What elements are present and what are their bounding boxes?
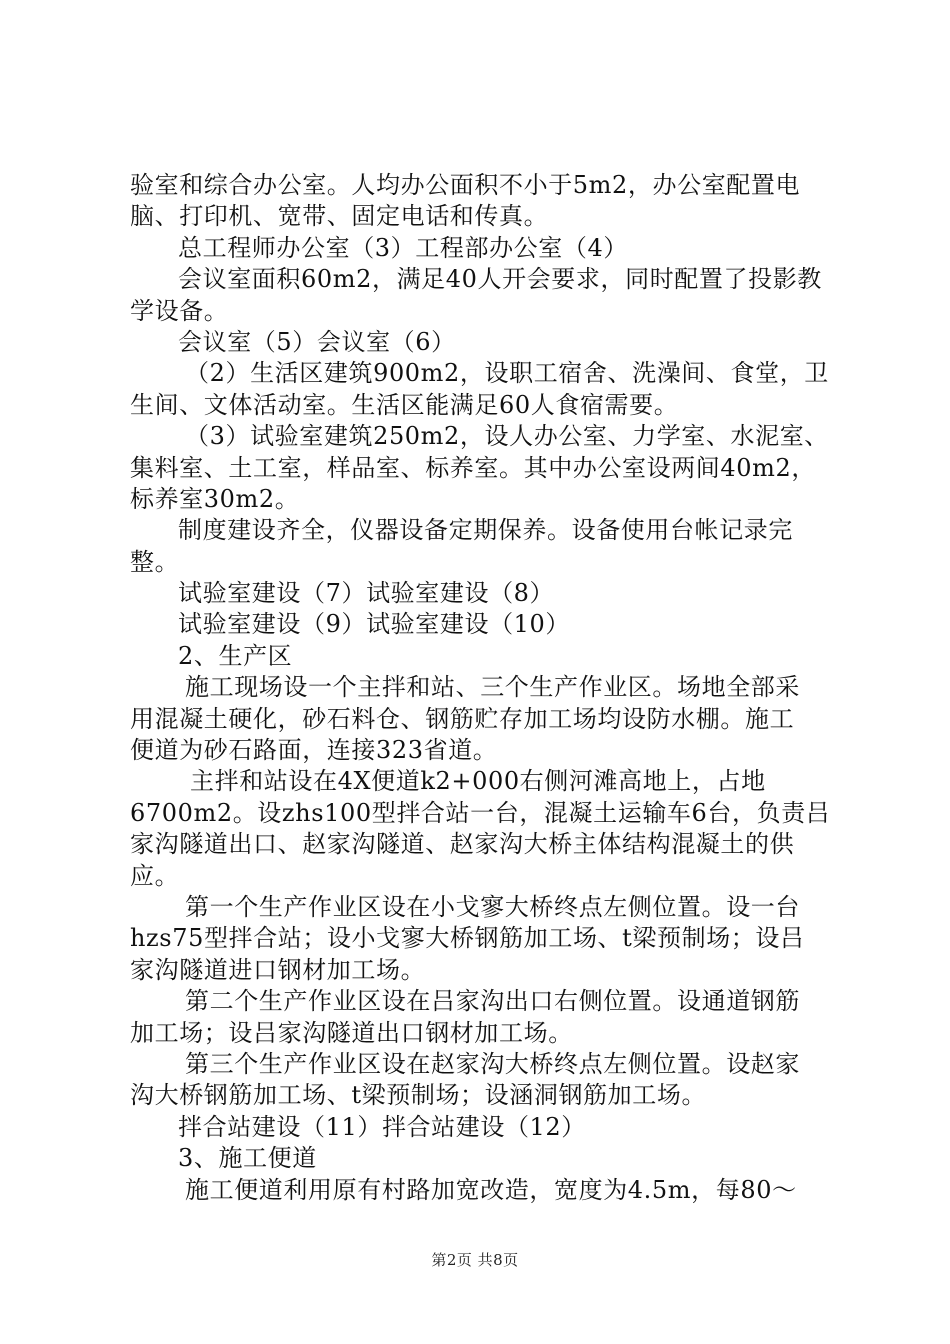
text-line: 第三个生产作业区设在赵家沟大桥终点左侧位置。设赵家 — [185, 1049, 800, 1078]
text-line: 会议室面积60m2，满足40人开会要求，同时配置了投影教 — [178, 265, 822, 294]
text-line: 总工程师办公室（3）工程部办公室（4） — [178, 233, 628, 262]
text-line: 拌合站建设（11）拌合站建设（12） — [178, 1112, 586, 1141]
text-line: 制度建设齐全，仪器设备定期保养。设备使用台帐记录完 — [178, 516, 793, 545]
text-line: 施工便道利用原有村路加宽改造，宽度为4.5m，每80～ — [185, 1175, 797, 1204]
text-line: 整。 — [130, 547, 180, 576]
text-line: 家沟隧道出口、赵家沟隧道、赵家沟大桥主体结构混凝土的供 — [130, 830, 795, 859]
text-line: 学设备。 — [130, 296, 229, 325]
text-line: 用混凝土硬化，砂石料仓、钢筋贮存加工场均设防水棚。施工 — [130, 704, 795, 733]
text-line: 家沟隧道进口钢材加工场。 — [130, 955, 426, 984]
text-line: 沟大桥钢筋加工场、t梁预制场；设涵洞钢筋加工场。 — [130, 1081, 707, 1110]
text-line: 脑、打印机、宽带、固定电话和传真。 — [130, 202, 549, 231]
text-line: （2）生活区建筑900m2，设职工宿舍、洗澡间、食堂，卫 — [185, 359, 829, 388]
text-line: 试验室建设（9）试验室建设（10） — [178, 610, 571, 639]
text-line: 集料室、土工室，样品室、标养室。其中办公室设两间40m2， — [130, 453, 816, 482]
document-body — [130, 170, 830, 1206]
text-line: 应。 — [130, 861, 180, 890]
text-line: 会议室（5）会议室（6） — [178, 327, 456, 356]
text-line: 验室和综合办公室。人均办公面积不小于5m2，办公室配置电 — [130, 171, 801, 199]
page-number-footer: 第2页 共8页 — [431, 1251, 519, 1269]
text-line: 试验室建设（7）试验室建设（8） — [178, 579, 555, 608]
text-line: 施工现场设一个主拌和站、三个生产作业区。场地全部采 — [185, 673, 800, 702]
text-line: hzs75型拌合站；设小戈寥大桥钢筋加工场、t梁预制场；设吕 — [130, 924, 805, 953]
text-line: 主拌和站设在4X便道k2+000右侧河滩高地上，占地 — [190, 767, 766, 796]
text-line: 第二个生产作业区设在吕家沟出口右侧位置。设通道钢筋 — [185, 987, 800, 1016]
section-heading: 3、施工便道 — [178, 1144, 317, 1173]
text-line: 6700m2。设zhs100型拌合站一台，混凝土运输车6台，负责吕 — [130, 798, 831, 827]
section-heading: 2、生产区 — [178, 641, 293, 670]
text-line: （3）试验室建筑250m2，设人办公室、力学室、水泥室、 — [185, 422, 829, 451]
text-line: 便道为砂石路面，连接323省道。 — [130, 736, 498, 765]
text-line: 加工场；设吕家沟隧道出口钢材加工场。 — [130, 1018, 573, 1047]
text-line: 标养室30m2。 — [130, 484, 300, 513]
text-line: 生间、文体活动室。生活区能满足60人食宿需要。 — [130, 390, 679, 419]
text-line: 第一个生产作业区设在小戈寥大桥终点左侧位置。设一台 — [185, 892, 800, 921]
